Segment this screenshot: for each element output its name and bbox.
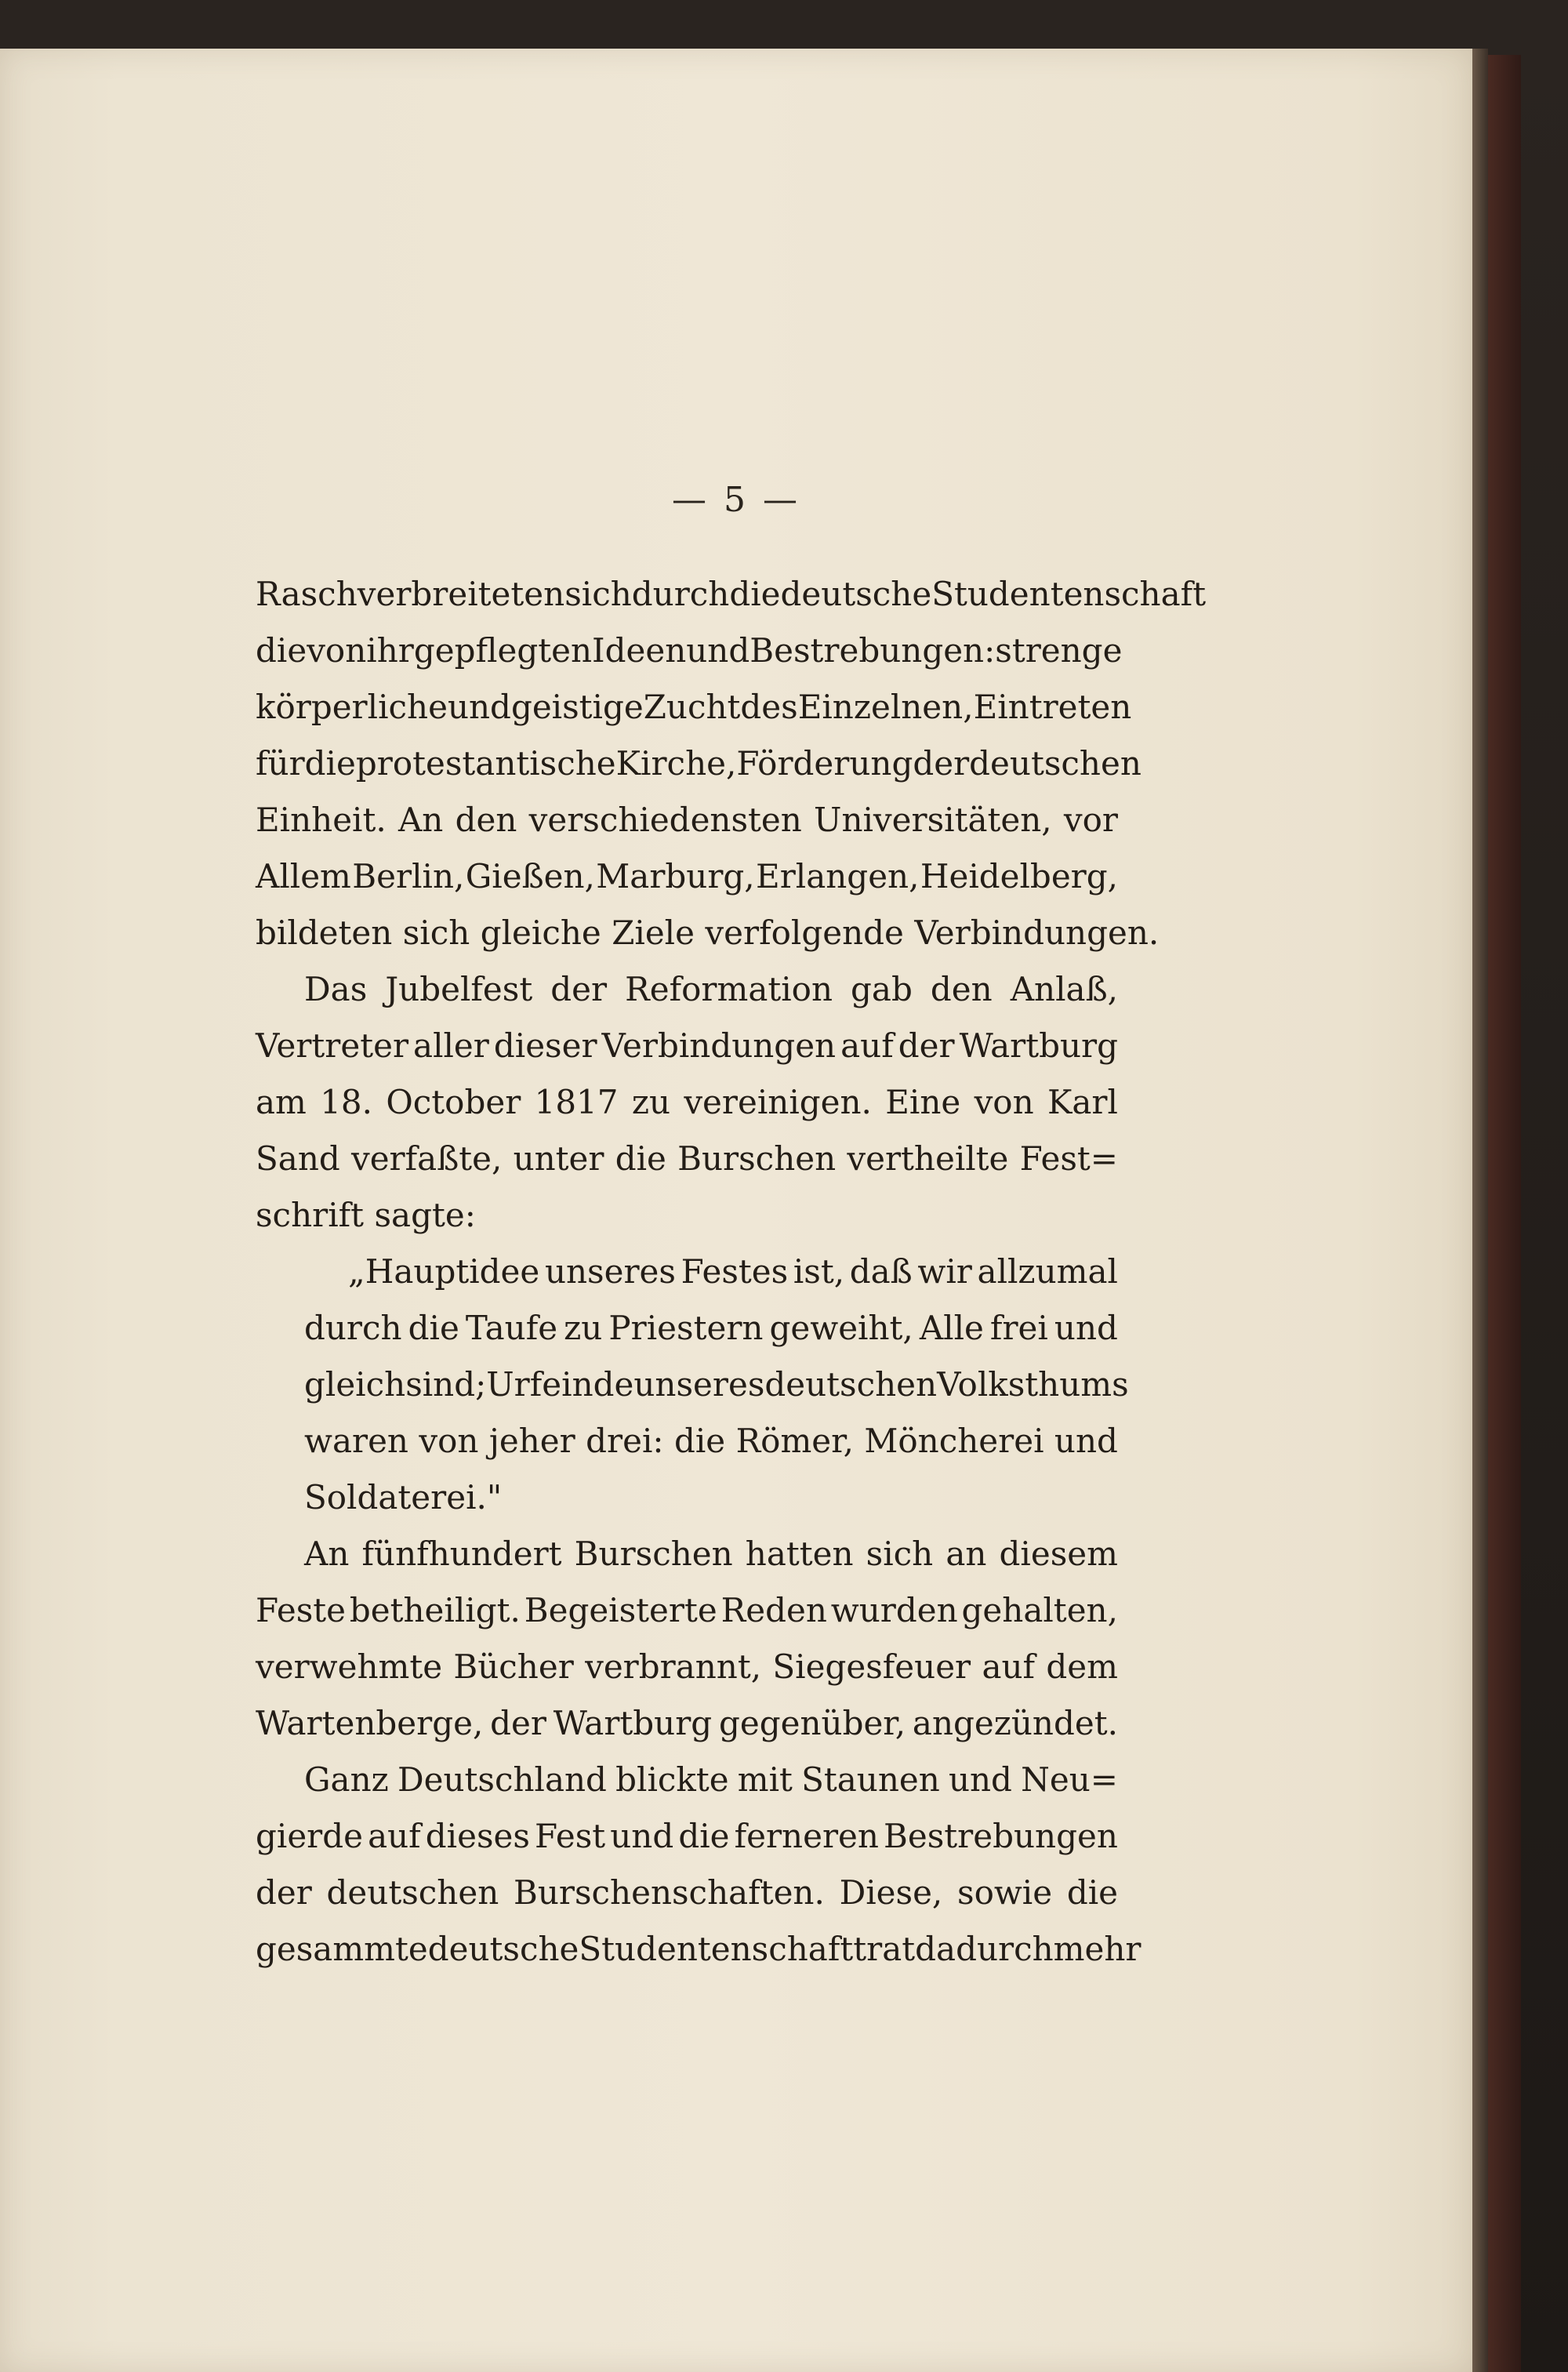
text-line: Sand verfaßte, unter die Burschen vertheilte Fest= <box>256 1139 1118 1178</box>
text-line: verwehmte Bücher verbrannt, Siegesfeuer auf dem <box>256 1647 1118 1686</box>
text-line: Feste betheiligt. Begeisterte Reden wurden gehalten, <box>256 1591 1118 1629</box>
text-line: am 18. October 1817 zu vereinigen. Eine von Karl <box>256 1083 1118 1121</box>
text-line: Ganz Deutschland blickte mit Staunen und Neu= <box>304 1760 1118 1799</box>
text-line: körperliche und geistige Zucht des Einzelnen, Eintreten <box>256 688 1132 726</box>
text-line: bildeten sich gleiche Ziele verfolgende Verbindungen. <box>256 914 1160 952</box>
text-line: schrift sagte: <box>256 1196 476 1234</box>
book-cover-edge <box>1488 55 1521 2372</box>
text-line: „Hauptidee unseres Festes ist, daß wir allzumal <box>348 1252 1118 1291</box>
paper-page <box>0 49 1472 2372</box>
page-edge <box>1472 49 1488 2372</box>
text-line: waren von jeher drei: die Römer, Möncherei und <box>304 1422 1118 1460</box>
text-line: die von ihr gepflegten Ideen und Bestrebungen: strenge <box>256 631 1123 670</box>
text-line: Rasch verbreiteten sich durch die deutsche Studentenschaft <box>256 575 1207 613</box>
text-line: gesammte deutsche Studentenschaft trat dadurch mehr <box>256 1930 1142 1968</box>
text-line: gierde auf dieses Fest und die ferneren Bestrebungen <box>256 1817 1118 1855</box>
text-line: Allem Berlin, Gießen, Marburg, Erlangen, Heidelberg, <box>256 857 1118 895</box>
text-line: durch die Taufe zu Priestern geweiht, Alle frei und <box>304 1309 1118 1347</box>
text-line: Vertreter aller dieser Verbindungen auf der Wartburg <box>256 1026 1118 1065</box>
page-number: — 5 — <box>672 480 800 520</box>
text-line: gleich sind; Urfeinde unseres deutschen Volksthums <box>304 1365 1129 1404</box>
text-line: Das Jubelfest der Reformation gab den Anlaß, <box>304 970 1118 1008</box>
text-line: Wartenberge, der Wartburg gegenüber, angezündet. <box>256 1704 1118 1742</box>
body-text <box>256 566 1207 1978</box>
text-line: Einheit. An den verschiedensten Universitäten, vor <box>256 801 1118 839</box>
text-line: für die protestantische Kirche, Förderung der deutschen <box>256 744 1142 783</box>
text-line: An fünfhundert Burschen hatten sich an diesem <box>304 1535 1118 1573</box>
text-line: der deutschen Burschenschaften. Diese, sowie die <box>256 1873 1118 1912</box>
text-line: Soldaterei." <box>304 1478 503 1517</box>
